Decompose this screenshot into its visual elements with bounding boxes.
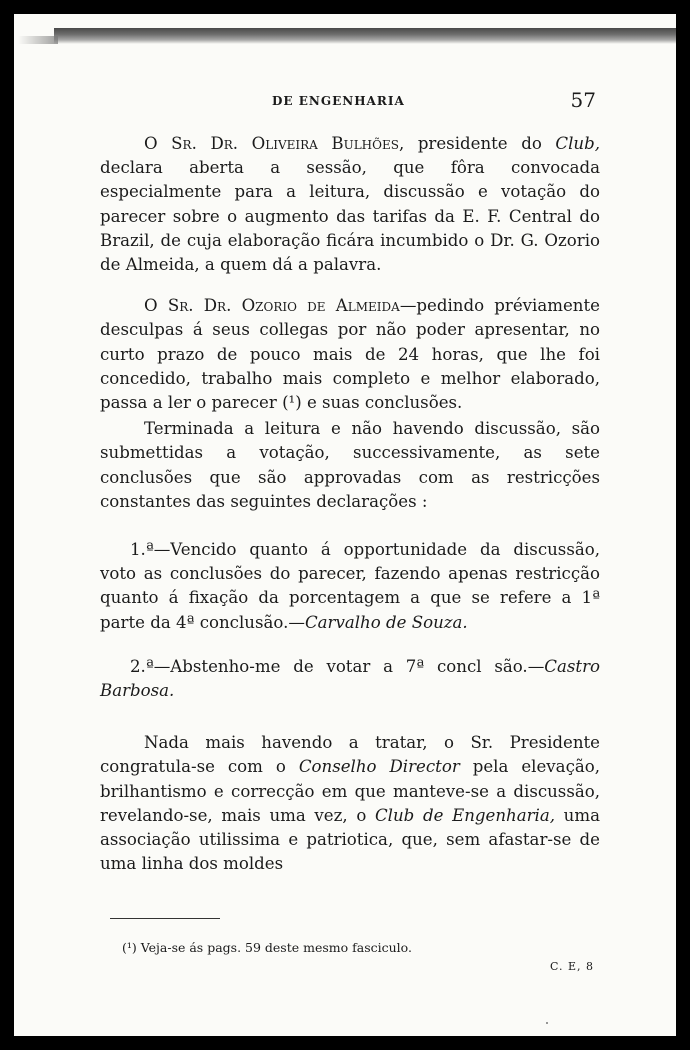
- paragraph-votacao: Terminada a leitura e não havendo discussão, são submettidas a votação, successivamente, as sete conclusões que são approvadas com as restricções constantes das seguintes declarações :: [100, 419, 600, 511]
- declaration-text: 2.ª—Abstenho-me de votar a 7ª concl são.—: [130, 656, 545, 676]
- running-head: DE ENGENHARIA: [272, 94, 405, 108]
- scan-smudge: [54, 28, 676, 44]
- paragraph-text: uma associação utilissima e patriotica, que, sem afastar-se de uma linha dos moldes: [100, 805, 600, 874]
- declaration-author: Carvalho de Souza.: [304, 612, 468, 632]
- scan-speck: [546, 1022, 548, 1024]
- scan-smudge-left: [18, 36, 58, 44]
- declaration-2: [100, 655, 600, 703]
- declaration-author: Castro Barbosa.: [100, 656, 600, 701]
- club-name: Club de Engenharia,: [374, 805, 555, 825]
- club-word: Club,: [555, 134, 600, 153]
- paragraph-text: pela elevação, brilhantismo e correcção em que manteve-se a discussão, revelando-se, mais uma vez, o: [100, 757, 601, 825]
- paragraph-text: declara aberta a sessão, que fôra convocada especialmente para a leitura, discussão e votação do parecer sobre o augmento das tarifas da E. F. Central do Brazil, de cuja elaboração ficára incumbido o Dr. G. Ozorio de Almeida, a quem dá a palavra.: [100, 158, 600, 275]
- conselho-name: Conselho Director: [298, 757, 460, 777]
- signature-mark: C. E, 8: [549, 960, 594, 973]
- footnote: (¹) Veja-se ás pags. 59 deste mesmo fasciculo.: [122, 940, 412, 955]
- speaker-name: O Sr. Dr. Oliveira Bulhões,: [144, 134, 405, 153]
- footnote-rule: [110, 918, 220, 919]
- book-page: [14, 14, 676, 1036]
- paragraph-text: —pedindo préviamente desculpas á seus collegas por não poder apresentar, no curto prazo de pouco mais de 24 horas, que lhe foi concedido, trabalho mais completo e melhor elaborado, passa a ler o parecer (¹) e suas conclusões.: [100, 296, 600, 413]
- page-number: 57: [570, 88, 596, 112]
- paragraph-opening: [100, 132, 600, 277]
- paragraph-ozorio: [100, 294, 600, 415]
- body-text: [100, 132, 600, 876]
- speaker-name: O Sr. Dr. Ozorio de Almeida: [144, 296, 400, 316]
- declaration-text: 1.ª—Vencido quanto á opportunidade da discussão, voto as conclusões do parecer, fazendo apenas restricção quanto á fixação da porcentagem a que se refere a 1ª parte da 4ª conclusão.—: [100, 540, 600, 632]
- declaration-1: [100, 538, 600, 635]
- paragraph-text: Nada mais havendo a tratar, o Sr. Presidente congratula-se com o: [100, 733, 600, 777]
- paragraph-text: presidente do: [404, 134, 556, 153]
- paragraph-closing: [100, 731, 600, 876]
